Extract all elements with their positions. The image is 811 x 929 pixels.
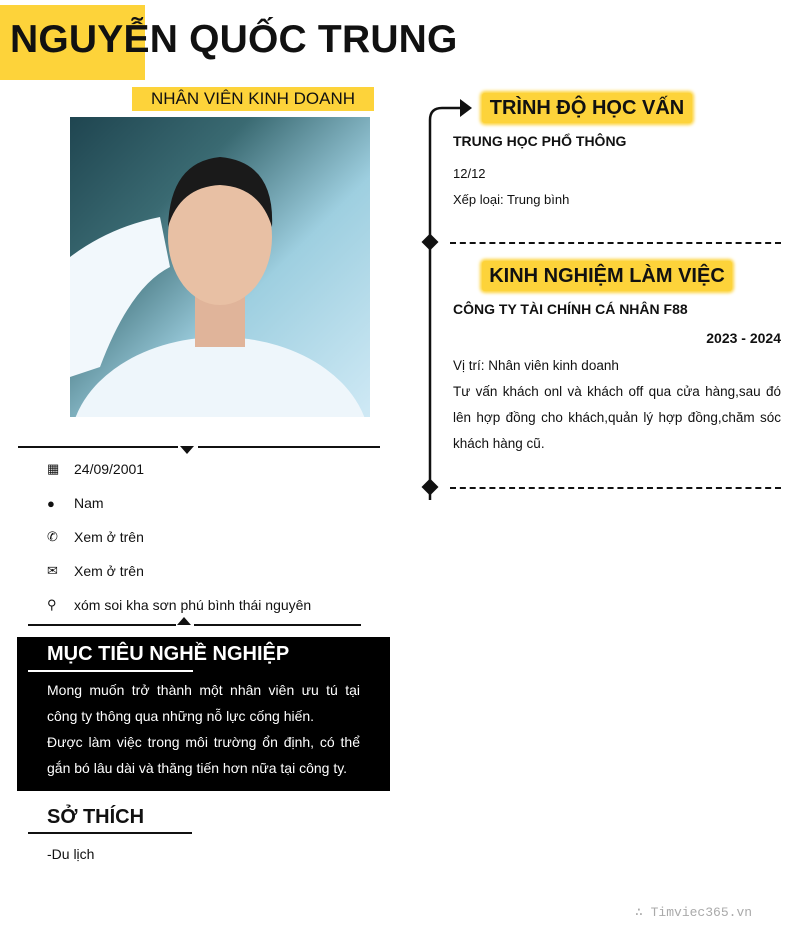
- contact-text: Xem ở trên: [74, 563, 144, 579]
- work-description: Tư vấn khách onl và khách off qua cửa hàng,sau đó lên hợp đồng cho khách,quản lý hợp đồng,chăm sóc khách hàng cũ.: [453, 384, 781, 451]
- experience-title: KINH NGHIỆM LÀM VIỆC: [482, 261, 732, 291]
- title-underline: [28, 832, 192, 834]
- profile-photo: [70, 117, 370, 417]
- work-period: 2023 - 2024: [706, 330, 781, 346]
- candidate-name: NGUYỄN QUỐC TRUNG: [10, 18, 458, 61]
- triangle-up-icon: [177, 617, 191, 625]
- dashed-divider: [450, 487, 781, 489]
- phone-icon: ✆: [47, 529, 58, 544]
- divider: [18, 446, 178, 448]
- dashed-divider: [450, 242, 781, 244]
- school-name: TRUNG HỌC PHỔ THÔNG: [453, 133, 627, 149]
- contact-text: 24/09/2001: [74, 461, 145, 477]
- triangle-down-icon: [180, 446, 194, 454]
- job-title: NHÂN VIÊN KINH DOANH: [132, 87, 374, 111]
- user-icon: ●: [47, 495, 55, 511]
- contact-address: [47, 595, 311, 615]
- work-position: Vị trí: Nhân viên kinh doanh: [453, 358, 619, 373]
- contact-email: [47, 561, 144, 581]
- divider: [194, 624, 361, 626]
- objective-paragraph: Được làm việc trong môi trường ổn định, có thể gắn bó lâu dài và thăng tiến hơn nữa tại công ty.: [47, 734, 360, 776]
- career-objective-section: [17, 637, 390, 791]
- education-grade: 12/12: [453, 166, 486, 181]
- calendar-icon: ▦: [47, 461, 60, 476]
- watermark: ∴ Timviec365.vn: [635, 905, 753, 920]
- contact-text: xóm soi kha sơn phú bình thái nguyên: [74, 597, 312, 613]
- envelope-icon: ✉: [47, 563, 58, 578]
- contact-text: Nam: [74, 495, 104, 511]
- title-underline: [28, 670, 193, 672]
- divider: [198, 446, 380, 448]
- hobby-item: -Du lịch: [47, 846, 95, 862]
- company-name: CÔNG TY TÀI CHÍNH CÁ NHÂN F88: [453, 301, 688, 317]
- section-title: MỤC TIÊU NGHỀ NGHIỆP: [47, 643, 290, 665]
- contact-birthday: [47, 459, 144, 479]
- hobbies-title: SỞ THÍCH: [47, 806, 145, 828]
- education-title: TRÌNH ĐỘ HỌC VẤN: [482, 93, 692, 123]
- map-marker-icon: ⚲: [47, 597, 57, 612]
- objective-text: [47, 677, 360, 781]
- contact-phone: [47, 527, 144, 547]
- divider: [28, 624, 176, 626]
- education-rank: Xếp loại: Trung bình: [453, 192, 570, 207]
- contact-text: Xem ở trên: [74, 529, 144, 545]
- arrow-right-icon: [460, 99, 472, 117]
- contact-gender: [47, 493, 104, 513]
- objective-paragraph: Mong muốn trở thành một nhân viên ưu tú tại công ty thông qua những nỗ lực cống hiến.: [47, 682, 360, 724]
